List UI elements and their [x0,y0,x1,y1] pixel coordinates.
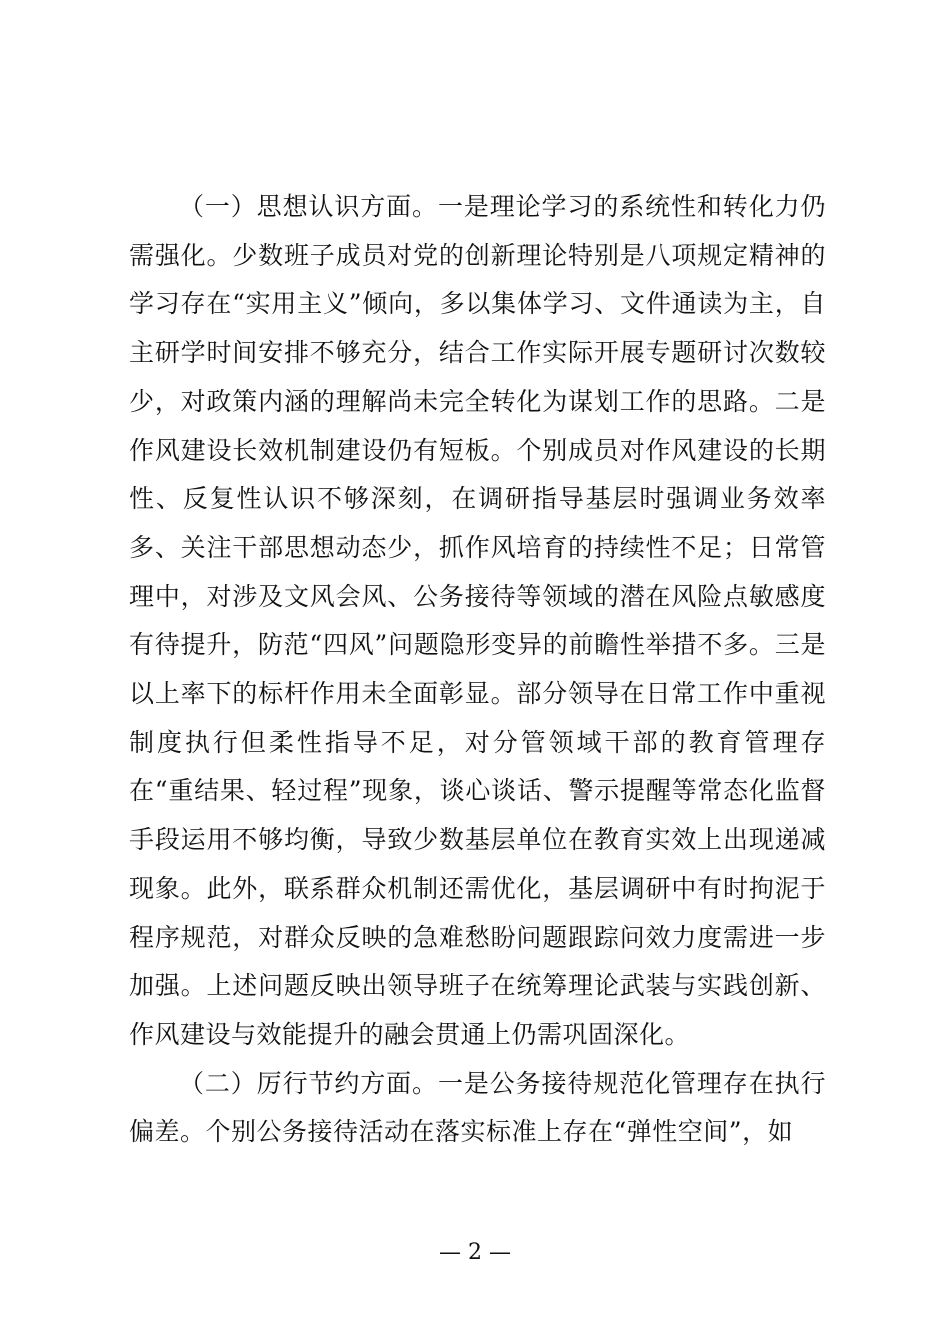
paragraph-ideological-awareness: （一）思想认识方面。一是理论学习的系统性和转化力仍需强化。少数班子成员对党的创新理论特别是八项规定精神的学习存在“实用主义”倾向，多以集体学习、文件通读为主，自主研学时间安排不够充分，结合工作实际开展专题研讨次数较少，对政策内涵的理解尚未完全转化为谋划工作的思路。二是作风建设长效机制建设仍有短板。个别成员对作风建设的长期性、反复性认识不够深刻，在调研指导基层时强调业务效率多、关注干部思想动态少，抓作风培育的持续性不足；日常管理中，对涉及文风会风、公务接待等领域的潜在风险点敏感度有待提升，防范“四风”问题隐形变异的前瞻性举措不多。三是以上率下的标杆作用未全面彰显。部分领导在日常工作中重视制度执行但柔性指导不足，对分管领域干部的教育管理存在“重结果、轻过程”现象，谈心谈话、警示提醒等常态化监督手段运用不够均衡，导致少数基层单位在教育实效上出现递减现象。此外，联系群众机制还需优化，基层调研中有时拘泥于程序规范，对群众反映的急难愁盼问题跟踪问效力度需进一步加强。上述问题反映出领导班子在统筹理论武装与实践创新、作风建设与效能提升的融会贯通上仍需巩固深化。 [129,192,826,1049]
document-body [129,183,826,1157]
page-number: — 2 — [439,1240,511,1265]
paragraph-frugality: （二）厉行节约方面。一是公务接待规范化管理存在执行偏差。个别公务接待活动在落实标准上存在“弹性空间”，如 [129,1068,826,1147]
